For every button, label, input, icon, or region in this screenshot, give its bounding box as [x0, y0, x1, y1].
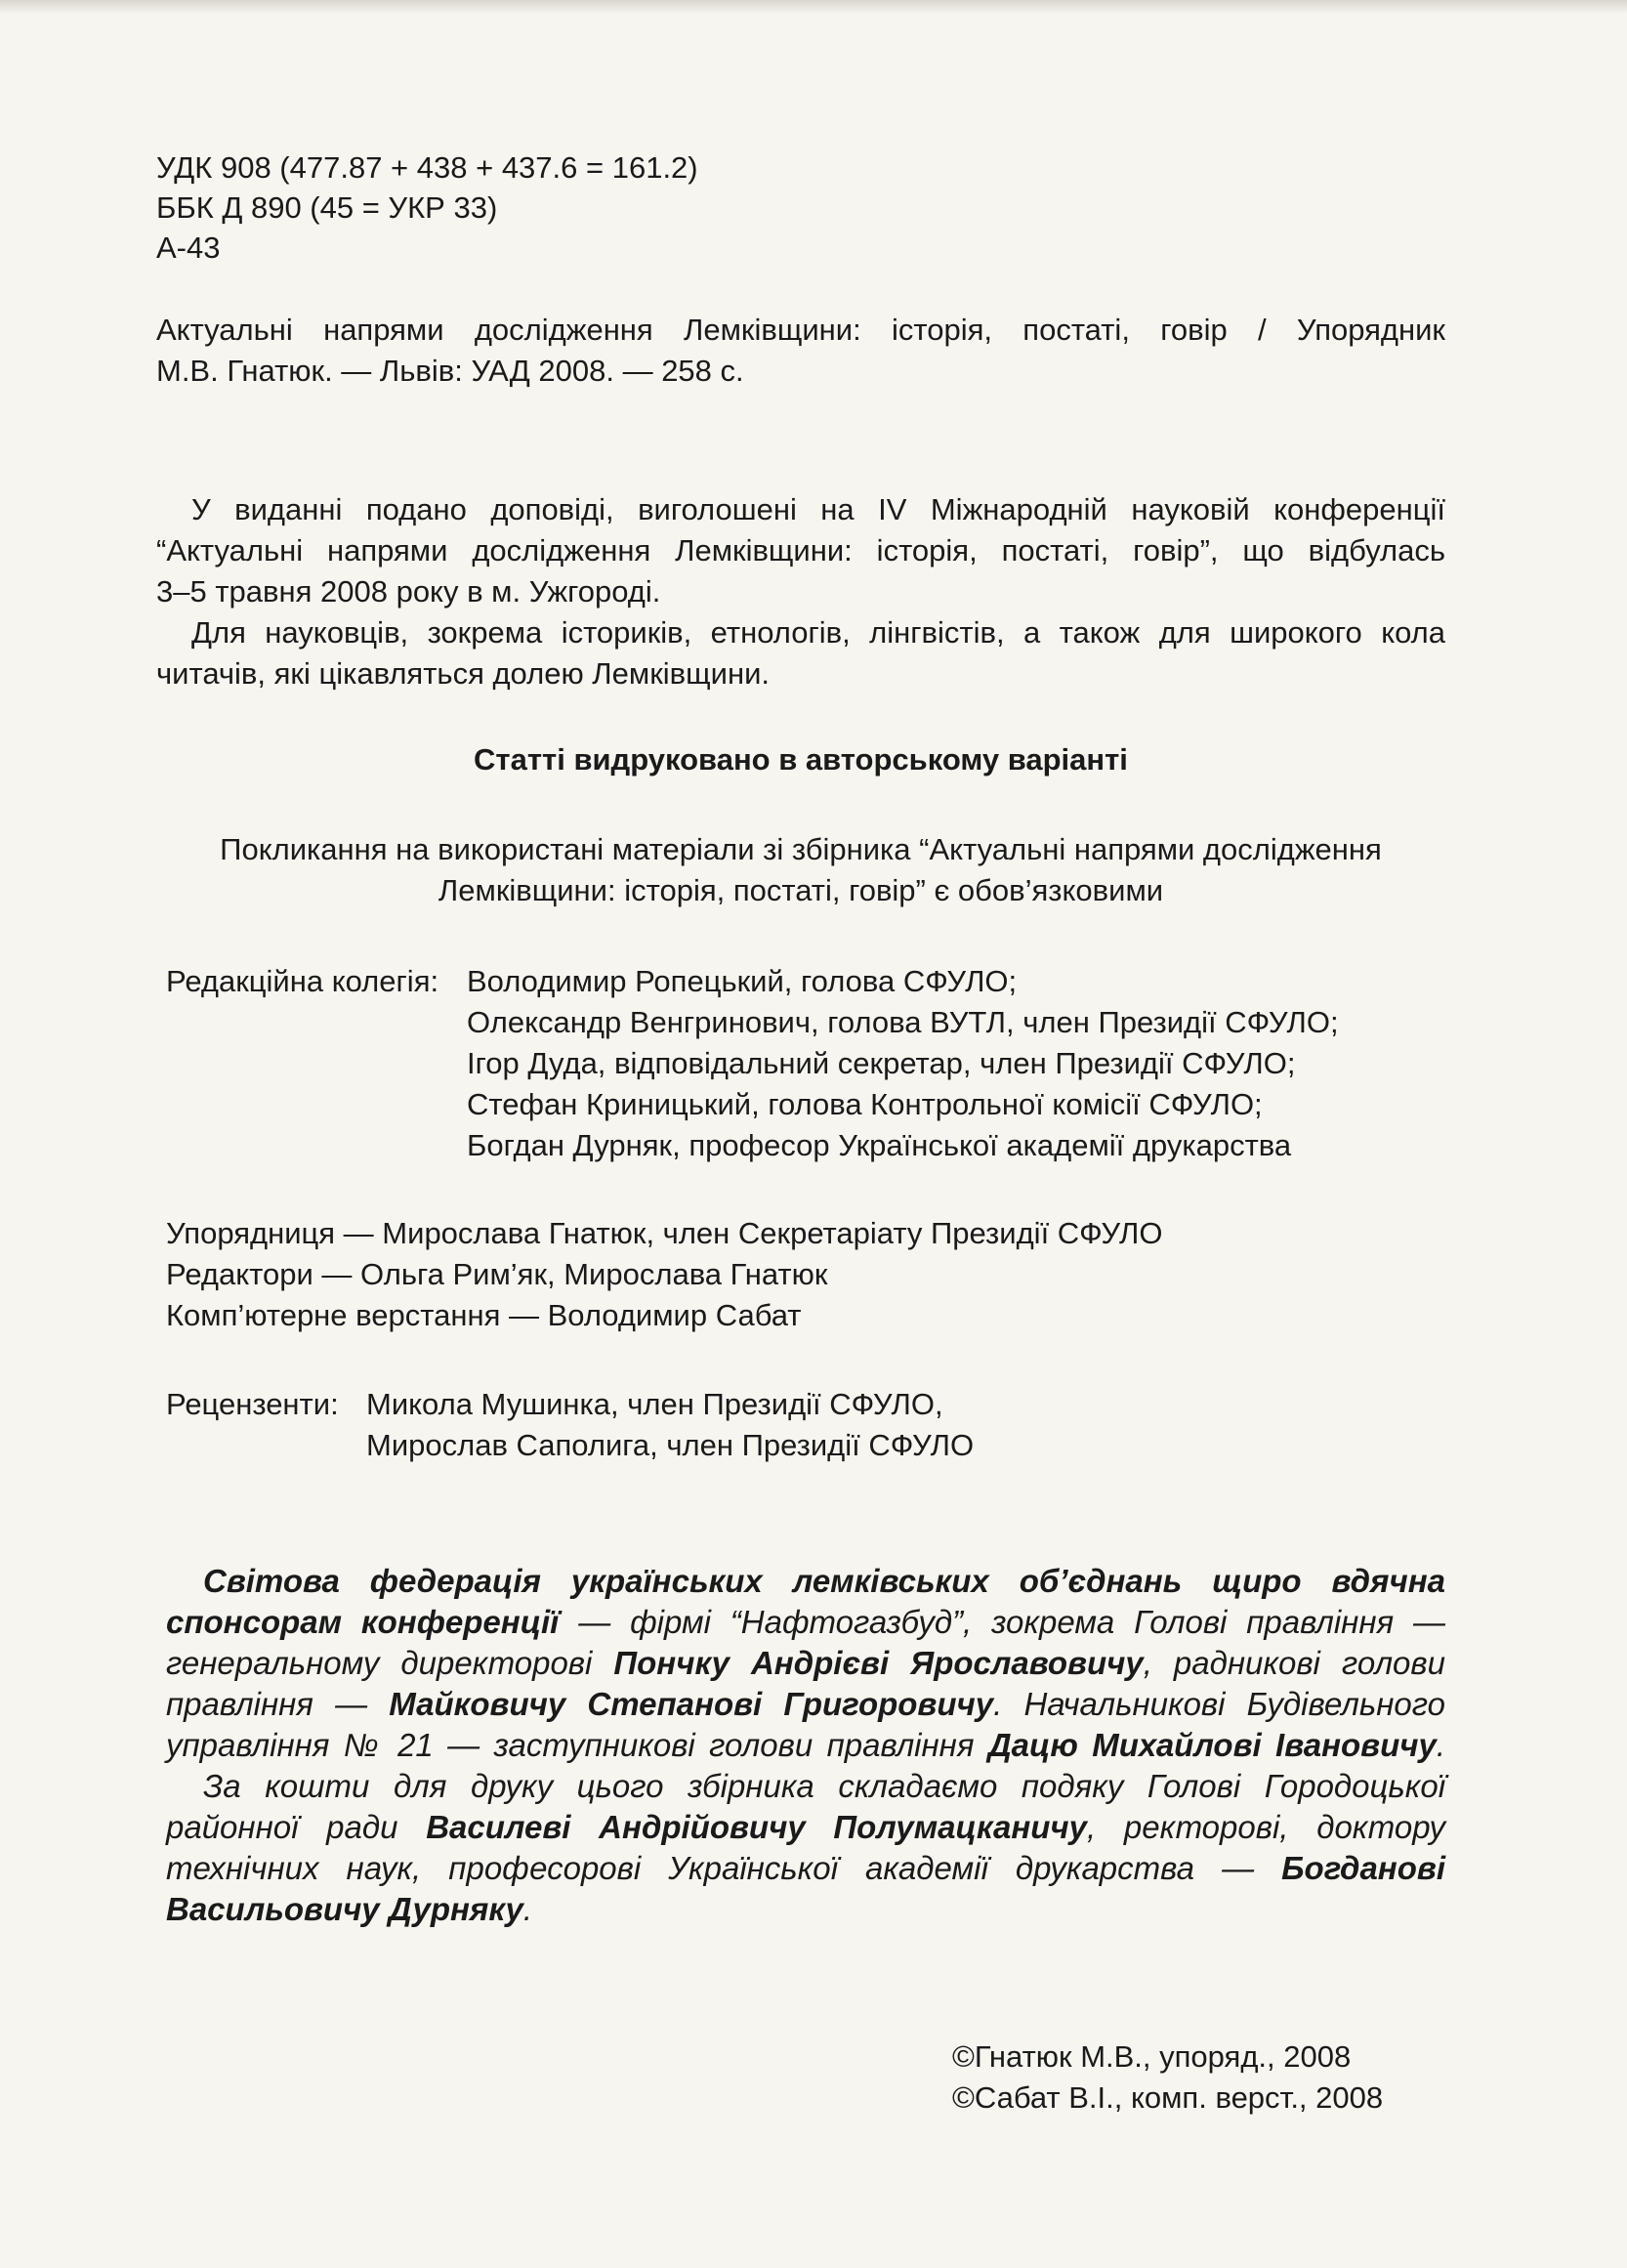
citation-line-2: М.В. Гнатюк. — Львів: УАД 2008. — 258 с. [156, 354, 744, 388]
ack-line-1: Світова федерація українських лемківських об’єднань щиро вдячна [203, 1563, 1445, 1599]
ack-bold-text: Василеві Андрійовичу Полумацканичу [426, 1809, 1087, 1845]
scan-edge-shadow [0, 0, 1627, 14]
reviewer-name: Мирослав Саполига, член Президії СФУЛО [366, 1428, 975, 1462]
ack-line-3 [166, 1643, 1445, 1684]
ack-line-2 [166, 1602, 1445, 1643]
citation-notice-line-2: Лемківщини: історія, постаті, говір” є обов’язковими [438, 873, 1164, 907]
ack-line-4 [166, 1684, 1445, 1725]
ack-line-7 [166, 1807, 1445, 1848]
ack-text: технічних наук, професорові Української академії друкарства — [166, 1850, 1282, 1886]
copyright-layout: ©Сабат В.І., комп. верст., 2008 [952, 2080, 1384, 2115]
ack-bold-text: Васильовичу Дурняку [166, 1891, 523, 1927]
ack-bold-text: спонсорам конференції [166, 1604, 560, 1640]
editorial-board-member: Богдан Дурняк, професор Української академії друкарства [467, 1128, 1292, 1162]
editorial-board-member: Олександр Венгринович, голова ВУТЛ, член Президії СФУЛО; [467, 1005, 1339, 1039]
ack-line-6: За кошти для друку цього збірника складаємо подяку Голові Городоцької [203, 1768, 1445, 1804]
ack-text: , радникові голови [1143, 1645, 1445, 1681]
ack-text: — фірмі “Нафтогазбуд”, зокрема Голові правління — [559, 1604, 1445, 1640]
reviewer-name: Микола Мушинка, член Президії СФУЛО, [366, 1387, 943, 1421]
ack-text: . [522, 1891, 533, 1927]
copyright-compiler: ©Гнатюк М.В., упоряд., 2008 [952, 2039, 1352, 2074]
ack-bold-text: Майковичу Степанові Григоровичу [389, 1686, 994, 1722]
ack-line-8 [166, 1848, 1445, 1889]
ack-text: районної ради [166, 1809, 427, 1845]
ack-text: , ректорові, доктору [1087, 1809, 1445, 1845]
editorial-board-member: Стефан Криницький, голова Контрольної комісії СФУЛО; [467, 1087, 1263, 1121]
ack-text: управління № 21 — заступникові голови правління [166, 1727, 988, 1763]
udk-line: УДК 908 (477.87 + 438 + 437.6 = 161.2) [156, 150, 698, 185]
bbk-line: ББК Д 890 (45 = УКР 33) [156, 190, 498, 225]
annotation-p2-line-1: Для науковців, зокрема істориків, етнологів, лінгвістів, а також для широкого кола [191, 615, 1445, 650]
catalog-code: А-43 [156, 231, 221, 265]
annotation-p2-line-2: читачів, які цікавляться долею Лемківщини. [156, 656, 770, 691]
editorial-board-member: Володимир Ропецький, голова СФУЛО; [467, 964, 1018, 998]
annotation-p1-line-2: “Актуальні напрями дослідження Лемківщини: історія, постаті, говір”, що відбулась [156, 533, 1445, 567]
annotation-p1-line-3: 3–5 травня 2008 року в м. Ужгороді. [156, 574, 661, 609]
editorial-board-label: Редакційна колегія: [166, 964, 439, 998]
credit-editors: Редактори — Ольга Рим’як, Мирослава Гнатюк [166, 1257, 828, 1291]
ack-text: . [1436, 1727, 1446, 1763]
credit-layout: Комп’ютерне верстання — Володимир Сабат [166, 1298, 802, 1332]
ack-text: . Начальникові Будівельного [993, 1686, 1445, 1722]
ack-bold-text: Дацю Михайлові Івановичу [987, 1727, 1437, 1763]
ack-bold-text: Богданові [1281, 1850, 1445, 1886]
reviewers-label: Рецензенти: [166, 1387, 339, 1421]
annotation-p1-line-1: У виданні подано доповіді, виголошені на IV Міжнародній науковій конференції [191, 492, 1445, 526]
ack-line-9 [166, 1889, 1445, 1930]
citation-notice-line-1: Покликання на використані матеріали зі збірника “Актуальні напрями дослідження [220, 832, 1382, 866]
author-version-notice: Статті видруковано в авторському варіанті [474, 742, 1128, 777]
ack-bold-text: Пончку Андрієві Ярославовичу [613, 1645, 1144, 1681]
citation-line-1: Актуальні напрями дослідження Лемківщини: історія, постаті, говір / Упорядник [156, 313, 1445, 347]
ack-text: правління — [166, 1686, 390, 1722]
editorial-board-member: Ігор Дуда, відповідальний секретар, член Президії СФУЛО; [467, 1046, 1296, 1080]
credit-compiler: Упорядниця — Мирослава Гнатюк, член Секретаріату Президії СФУЛО [166, 1216, 1163, 1250]
ack-text: генеральному директорові [166, 1645, 614, 1681]
ack-line-5 [166, 1725, 1445, 1766]
